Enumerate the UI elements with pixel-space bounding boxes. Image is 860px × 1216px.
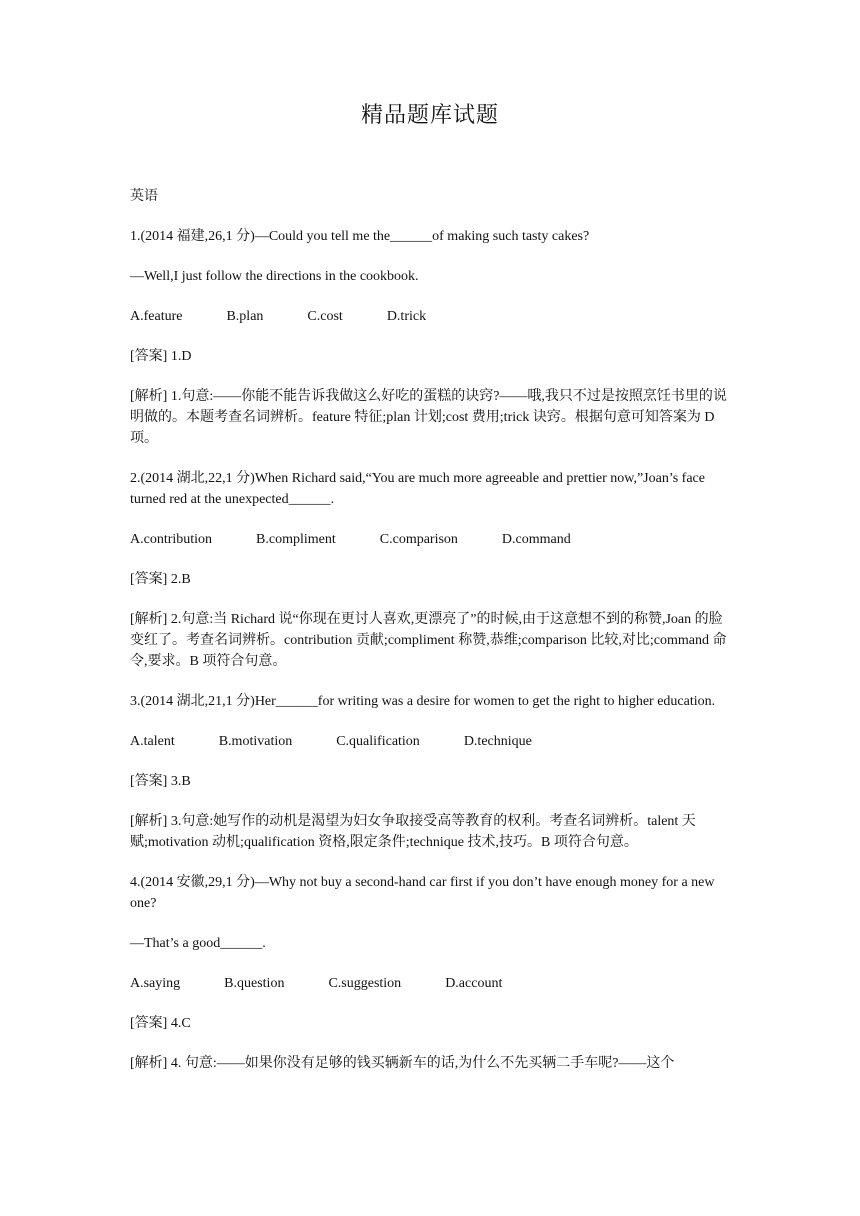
analysis-text: [解析] 1.句意:——你能不能告诉我做这么好吃的蛋糕的诀窍?——哦,我只不过是按照烹饪书里的说明做的。本题考查名词辨析。feature 特征;plan 计划;cost 费用;trick 诀窍。根据句意可知答案为 D 项。 [130,389,727,446]
subject-label: 英语 [130,189,158,204]
option-b: B.question [224,976,285,991]
question-stem: 1.(2014 福建,26,1 分)—Could you tell me the______of making such tasty cakes? [130,229,590,244]
question-stem: 3.(2014 湖北,21,1 分)Her______for writing was a desire for women to get the right to higher education. [130,694,716,709]
option-c: C.suggestion [328,976,402,991]
option-b: B.plan [226,309,264,324]
option-c: C.qualification [336,734,420,749]
option-c: C.cost [307,309,343,324]
option-b: B.motivation [218,734,293,749]
option-d: D.command [501,532,571,547]
option-list [130,731,730,752]
option-b: B.compliment [256,532,336,547]
question-stem-reply: —That’s a good______. [130,936,266,951]
option-c: C.comparison [379,532,458,547]
option-list [130,529,730,550]
analysis-text: [解析] 3.句意:她写作的动机是渴望为妇女争取接受高等教育的权利。考查名词辨析。talent 天赋;motivation 动机;qualification 资格,限定条件;technique 技术,技巧。B 项符合句意。 [130,814,696,850]
page-title: 精品题库试题 [360,102,499,127]
option-a: A.talent [130,734,175,749]
question-block [130,691,730,853]
question-block [130,226,730,449]
option-d: D.account [445,976,503,991]
document-body [130,186,730,1093]
question-stem: 2.(2014 湖北,22,1 分)When Richard said,“You are much more agreeable and prettier now,”Joan’s face turned red at the unexpected______. [130,471,705,507]
answer-line: [答案] 1.D [130,349,192,364]
option-a: A.saying [130,976,181,991]
option-a: A.feature [130,309,183,324]
question-block [130,468,730,672]
option-d: D.trick [386,309,427,324]
question-stem-reply: —Well,I just follow the directions in the cookbook. [130,269,419,284]
option-a: A.contribution [130,532,213,547]
option-list [130,973,730,994]
analysis-text: [解析] 4. 句意:——如果你没有足够的钱买辆新车的话,为什么不先买辆二手车呢?——这个 [130,1056,675,1071]
option-d: D.technique [463,734,532,749]
answer-line: [答案] 2.B [130,572,191,587]
option-list [130,306,730,327]
answer-line: [答案] 3.B [130,774,191,789]
answer-line: [答案] 4.C [130,1016,191,1031]
analysis-text: [解析] 2.句意:当 Richard 说“你现在更讨人喜欢,更漂亮了”的时候,由于这意想不到的称赞,Joan 的脸变红了。考查名词辨析。contribution 贡献;compliment 称赞,恭维;comparison 比较,对比;command 命令,要求。B 项符合句意。 [130,612,727,669]
question-block [130,872,730,1074]
question-stem: 4.(2014 安徽,29,1 分)—Why not buy a second-hand car first if you don’t have enough money for a new one? [130,875,715,911]
